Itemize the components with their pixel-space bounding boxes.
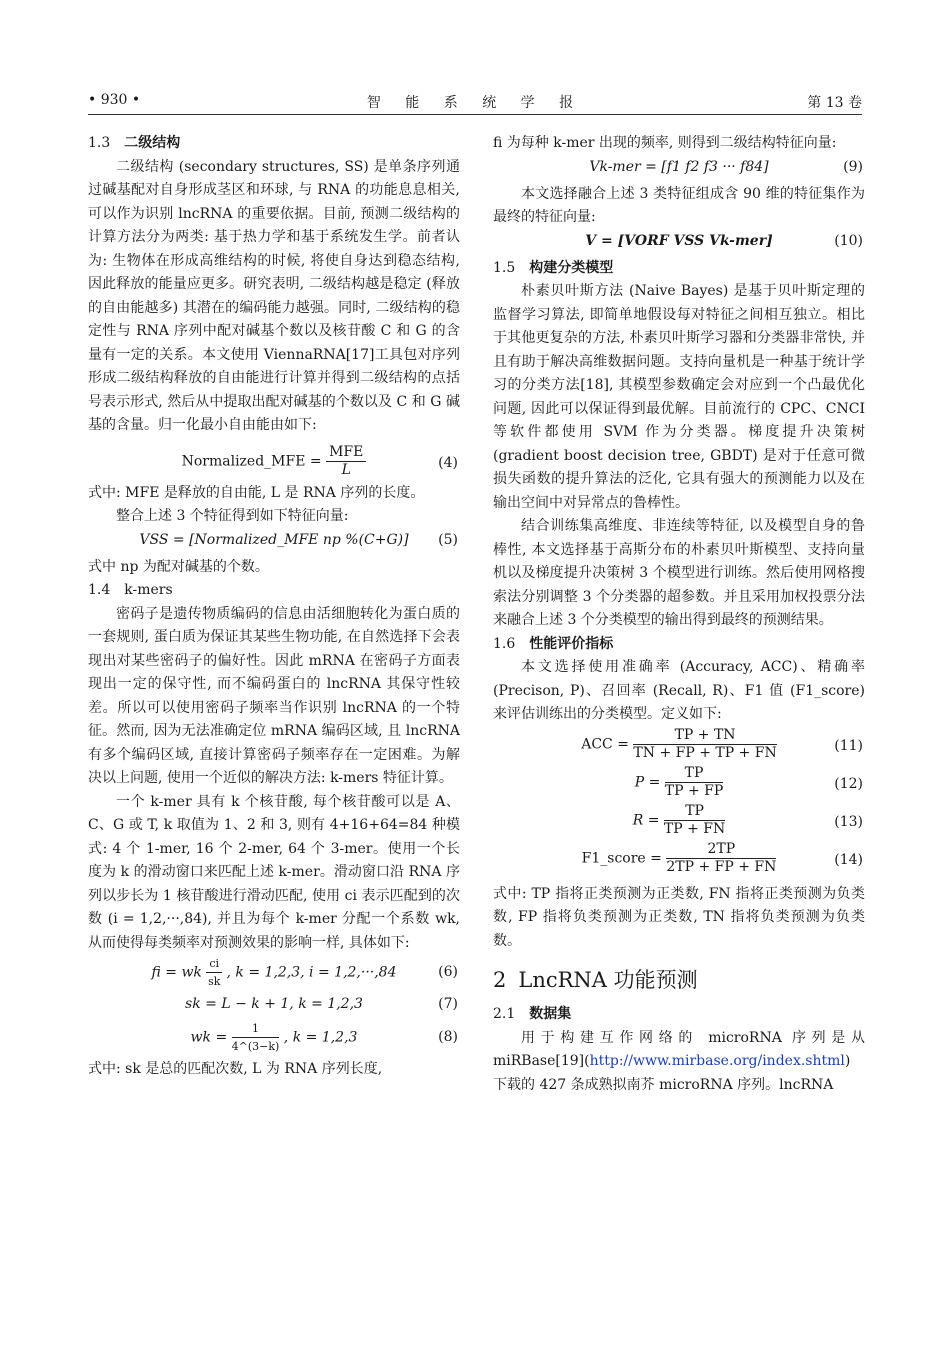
section-heading: 1.4 k-mers xyxy=(88,582,173,598)
equation-9: Vk-mer = [f1 f2 f3 ··· f84] (9) xyxy=(589,158,863,175)
paragraph: 式中: sk 是总的匹配次数, L 为 RNA 序列长度, xyxy=(88,1061,383,1077)
section-heading: 1.5 构建分类模型 xyxy=(493,259,614,276)
equation-14: F1_score = $\frac{2TP}{2TP + FP + FN}$ (14) xyxy=(581,840,863,875)
page-number: • 930 • xyxy=(88,92,141,108)
equation-5: VSS = [Normalized_MFE np %(C+G)] (5) xyxy=(139,531,458,548)
paragraph: 式中: MFE 是释放的自由能, L 是 RNA 序列的长度。 xyxy=(88,484,425,501)
left-column xyxy=(88,132,460,1082)
equation-6: fi = wk $\frac{ci}{sk}$ , k = 1,2,3, i = 1,2,···,84 (6) xyxy=(151,957,458,988)
section-heading: 1.6 性能评价指标 xyxy=(493,635,614,652)
paragraph: fi 为每种 k-mer 出现的频率, 则得到二级结构特征向量: xyxy=(493,135,837,151)
paragraph: 式中: TP 指将正类预测为正类数, FN 指将正类预测为负类数, FP 指将负类预测为正类数, TN 指将负类预测为负类数。 xyxy=(493,885,865,949)
equation-13: R = $\frac{TP}{TP + FN}$ (13) xyxy=(632,802,863,837)
right-column xyxy=(493,132,865,1097)
journal-name: 智 能 系 统 学 报 xyxy=(366,95,584,111)
paragraph: 结合训练集高维度、非连续等特征, 以及模型自身的鲁棒性, 本文选择基于高斯分布的朴素贝叶斯模型、支持向量机以及梯度提升决策树 3 个模型进行训练。然后使用网格搜索法分别调整 3 个分类器的超参数。并且采用加权投票分法来融合上述 3 个分类模型的输出得到最终的预测结果。 xyxy=(493,518,865,628)
volume-label: 第 13 卷 xyxy=(807,95,862,111)
paragraph: 朴素贝叶斯方法 (Naive Bayes) 是基于贝叶斯定理的监督学习算法, 即简单地假设每对特征之间相互独立。相比于其他更复杂的方法, 朴素贝叶斯学习器和分类器非常快, 并且有助于解决高维数据问题。支持向量机是一种基于统计学习的分类方法[18], 其模型参数确定会对应到一个凸最优化问题, 因此可以保证得到最优解。目前流行的 CPC、CNCI 等软件都使用 SVM 作为分类器。梯度提升决策树 (gradient boost decision tree, GBDT) 是对于任意可微损失函数的提升算法的泛化, 它具有强大的预测能力以及在输出空间中对异常点的鲁棒性。 xyxy=(493,283,865,511)
running-header xyxy=(88,88,862,115)
equation-12: P = $\frac{TP}{TP + FP}$ (12) xyxy=(634,764,863,799)
paragraph: 密码子是遗传物质编码的信息由活细胞转化为蛋白质的一套规则, 蛋白质为保证其某些生物功能, 在自然选择下会表现出对某些密码子的偏好性。因此 mRNA 在密码子方面表现出一定的保守性, 而不编码蛋白的 lncRNA 其保守性较差。所以可以使用密码子频率当作识别 lncRNA 的一个特征。然而, 因为无法准确定位 mRNA 编码区域, 且 lncRNA 有多个编码区域, 直接计算密码子频率存在一定困难。为解决以上问题, 使用一个近似的解决方法: k-mers 特征计算。 xyxy=(88,605,460,786)
equation-7: sk = L − k + 1, k = 1,2,3 (7) xyxy=(185,996,458,1012)
paragraph: 二级结构 (secondary structures, SS) 是单条序列通过碱基配对自身形成茎区和环球, 与 RNA 的功能息息相关, 可以作为识别 lncRNA 的重要依据。目前, 预测二级结构的计算方法分为两类: 基于热力学和基于系统发生学。前者认为: 生物体在形成高维结构的时候, 将使自身达到稳态结构, 因此释放的能量应更多。研究表明, 二级结构越是稳定 (释放的自由能越多) 其潜在的编码能力越强。同时, 二级结构的稳定性与 RNA 序列中配对碱基个数以及核苷酸 C 和 G 的含量有一定的关系。本文使用 ViennaRNA[17]工具包对序列形成二级结构释放的自由能进行计算并得到二级结构的点括号表示形式, 然后从中提取出配对碱基的个数以及 C 和 G 碱基的含量。归一化最小自由能由如下: xyxy=(88,158,460,433)
section-heading: 2.1 数据集 xyxy=(493,1006,572,1022)
paragraph: 式中 np 为配对碱基的个数。 xyxy=(88,558,269,575)
section-heading: 1.3 二级结构 xyxy=(88,135,181,151)
mirbase-link[interactable]: http://www.mirbase.org/index.shtml xyxy=(589,1053,845,1069)
equation-10: V = [VORF VSS Vk-mer] (10) xyxy=(585,232,863,249)
paragraph: 整合上述 3 个特征得到如下特征向量: xyxy=(116,508,349,524)
equation-11: ACC = $\frac{TP + TN}{TN + FP + TP + FN}$ (11) xyxy=(581,726,863,761)
paragraph: 一个 k-mer 具有 k 个核苷酸, 每个核苷酸可以是 A、C、G 或 T, k 取值为 1、2 和 3, 则有 4+16+64=84 种模式: 4 个 1-mer, 16 个 2-mer, 64 个 3-mer。使用一个长度为 k 的滑动窗口来匹配上述 k-mer。滑动窗口沿 RNA 序列以步长为 1 核苷酸进行滑动匹配, 使用 ci 表示匹配到的次数 (i = 1,2,···,84), 并且为每个 k-mer 分配一个系数 wk, 从而使得每类频率对预测效果的影响一样, 具体如下: xyxy=(88,793,460,951)
equation-8: wk = $\frac{1}{4\^{}(3-k)}$ , k = 1,2,3 (8) xyxy=(190,1022,458,1053)
paragraph: 用于构建互作网络的 microRNA 序列是从 miRBase[19](http://www.mirbase.org/index.shtml) 下载的 427 条成熟拟南芥 microRNA 序列。lncRNA xyxy=(493,1029,865,1093)
chapter-heading: 2 LncRNA 功能预测 xyxy=(493,968,698,992)
paragraph: 本文选择融合上述 3 类特征组成含 90 维的特征集作为最终的特征向量: xyxy=(493,185,865,225)
equation-4: Normalized_MFE = $\frac{\text{MFE}}{L}$ (4) xyxy=(181,443,458,478)
paragraph: 本文选择使用准确率 (Accuracy, ACC)、精确率 (Precison, P)、召回率 (Recall, R)、F1 值 (F1_score) 来评估训练出的分类模型。定义如下: xyxy=(493,659,865,722)
